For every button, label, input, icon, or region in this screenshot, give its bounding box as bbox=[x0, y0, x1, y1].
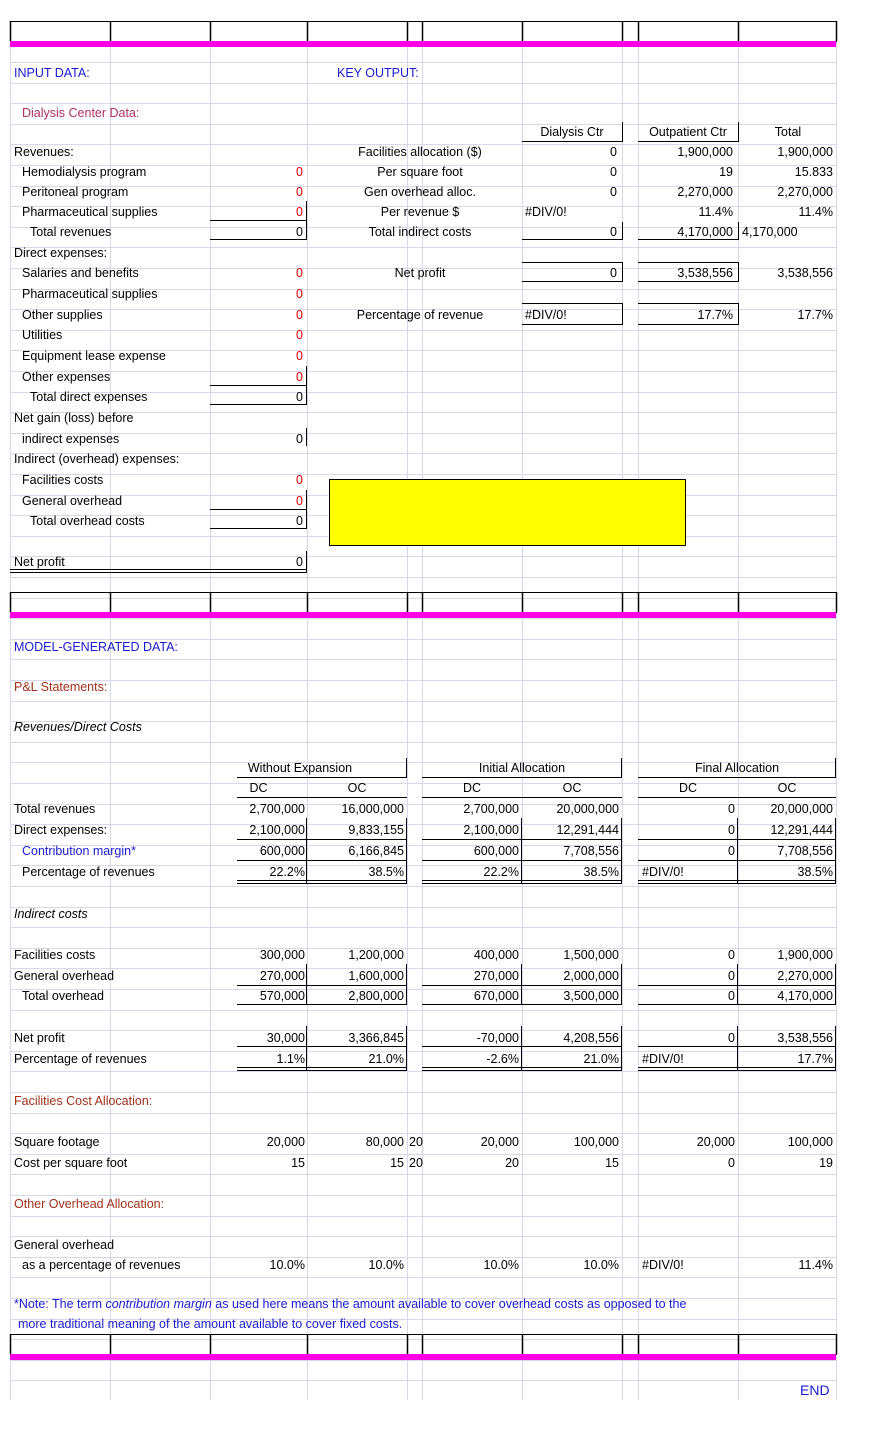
pl-value-cell: 38.5% bbox=[583, 865, 619, 879]
per-revenue-label: Per revenue $ bbox=[380, 205, 460, 219]
pl-value-cell: 1,500,000 bbox=[563, 948, 619, 962]
key-oc-value: 3,538,556 bbox=[677, 266, 733, 280]
cell-border bbox=[306, 964, 307, 1005]
pharm-rev-label: Pharmaceutical supplies bbox=[22, 205, 158, 219]
double-underline bbox=[237, 1067, 406, 1068]
pl-value-cell: 1,600,000 bbox=[348, 969, 404, 983]
cell-border bbox=[406, 964, 407, 1005]
pl-value-cell: 0 bbox=[728, 844, 735, 858]
cell-border bbox=[835, 1026, 836, 1071]
pl-value-cell: 0 bbox=[728, 823, 735, 837]
pl-value-cell: 0 bbox=[728, 969, 735, 983]
underline bbox=[237, 860, 406, 861]
cell-border bbox=[737, 964, 738, 1005]
model-data-heading: MODEL-GENERATED DATA: bbox=[14, 640, 178, 654]
pl-total-revenues-label: Total revenues bbox=[14, 802, 96, 816]
end-marker: END bbox=[800, 1382, 830, 1398]
pl-value-cell: 15 bbox=[390, 1156, 404, 1170]
cost-per-sqft-side-value: 20 bbox=[409, 1156, 423, 1170]
pl-value-cell: 600,000 bbox=[473, 844, 519, 858]
pl-value-cell: 7,708,556 bbox=[777, 844, 833, 858]
direct-expenses-label: Direct expenses: bbox=[14, 246, 108, 260]
total-revenues-label: Total revenues bbox=[30, 225, 112, 239]
col-header-dialysis: Dialysis Ctr bbox=[540, 125, 604, 139]
per-square-foot-label: Per square foot bbox=[377, 165, 463, 179]
cell-border bbox=[306, 490, 307, 529]
pl-value-cell: 19 bbox=[819, 1156, 833, 1170]
cell-border bbox=[835, 964, 836, 1005]
cell-border bbox=[406, 758, 407, 778]
cell-border bbox=[306, 551, 307, 573]
pl-value-cell: 2,000,000 bbox=[563, 969, 619, 983]
other-supplies-label: Other supplies bbox=[22, 308, 103, 322]
underline bbox=[210, 509, 307, 510]
pl-value-cell: 0 bbox=[728, 948, 735, 962]
note-line-1 bbox=[14, 1297, 686, 1311]
section-separator-top bbox=[10, 41, 836, 47]
col-header-oc: OC bbox=[777, 781, 797, 795]
cost-per-square-foot-label: Cost per square foot bbox=[14, 1156, 128, 1170]
pl-value-cell: 17.7% bbox=[797, 1052, 833, 1066]
key-total-value: 3,538,556 bbox=[777, 266, 833, 280]
pl-value-cell: 9,833,155 bbox=[348, 823, 404, 837]
header-underline bbox=[237, 777, 407, 778]
key-oc-value: 11.4% bbox=[698, 205, 733, 219]
pl-value-cell: 2,100,000 bbox=[463, 823, 519, 837]
input-data-heading: INPUT DATA: bbox=[14, 66, 90, 80]
pl-value-cell: 2,700,000 bbox=[463, 802, 519, 816]
header-row-border bbox=[11, 22, 837, 42]
pl-value-cell: 22.2% bbox=[483, 865, 519, 879]
pl-value-cell: 4,170,000 bbox=[777, 989, 833, 1003]
key-oc-value: 4,170,000 bbox=[677, 225, 733, 239]
cell-border bbox=[738, 122, 739, 142]
col-header-oc: OC bbox=[347, 781, 367, 795]
header-underline bbox=[422, 797, 622, 798]
general-overhead-pct-label: as a percentage of revenues bbox=[22, 1258, 181, 1272]
input-cell[interactable]: 0 bbox=[296, 185, 303, 199]
cell-border bbox=[306, 201, 307, 240]
note-line-2: more traditional meaning of the amount available to cover fixed costs. bbox=[18, 1317, 403, 1331]
col-header-dc: DC bbox=[678, 781, 698, 795]
underline bbox=[638, 262, 738, 263]
key-oc-value: 2,270,000 bbox=[677, 185, 733, 199]
key-total-value: 11.4% bbox=[798, 205, 833, 219]
facilities-cost-allocation-heading: Facilities Cost Allocation: bbox=[14, 1094, 153, 1108]
cell-border bbox=[306, 818, 307, 884]
note-text: *Note: The term bbox=[14, 1297, 106, 1311]
key-dc-value: 0 bbox=[610, 185, 617, 199]
cell-border bbox=[306, 428, 307, 446]
underline bbox=[237, 1004, 406, 1005]
pl-percentage-label: Percentage of revenues bbox=[22, 865, 155, 879]
input-cell[interactable]: 0 bbox=[296, 494, 303, 508]
double-underline bbox=[10, 569, 307, 570]
pl-value-cell: 4,208,556 bbox=[563, 1031, 619, 1045]
cell-border bbox=[622, 303, 623, 325]
dialysis-center-heading: Dialysis Center Data: bbox=[22, 106, 140, 120]
header-underline bbox=[422, 777, 622, 778]
pl-direct-expenses-label: Direct expenses: bbox=[14, 823, 108, 837]
pl-value-cell: 600,000 bbox=[259, 844, 305, 858]
pl-value-cell: #DIV/0! bbox=[642, 1052, 684, 1066]
underline bbox=[638, 239, 738, 240]
indirect-expenses-label: Indirect (overhead) expenses: bbox=[14, 452, 180, 466]
cell-border bbox=[738, 262, 739, 282]
cell-border bbox=[306, 366, 307, 405]
input-cell[interactable]: 0 bbox=[296, 266, 303, 280]
pl-value-cell: 10.0% bbox=[583, 1258, 619, 1272]
header-underline bbox=[638, 797, 836, 798]
key-total-value: 15.833 bbox=[794, 165, 833, 179]
cell-border bbox=[622, 122, 623, 142]
pl-net-profit-label: Net profit bbox=[14, 1031, 65, 1045]
pl-value-cell: 100,000 bbox=[787, 1135, 833, 1149]
net-profit-label: Net profit bbox=[14, 555, 65, 569]
underline bbox=[210, 385, 307, 386]
revenues-direct-costs-heading: Revenues/Direct Costs bbox=[14, 720, 142, 734]
general-overhead-label-2: General overhead bbox=[14, 1238, 115, 1252]
total-indirect-label: Total indirect costs bbox=[368, 225, 472, 239]
pl-value-cell: 100,000 bbox=[573, 1135, 619, 1149]
highlight-box bbox=[329, 479, 686, 546]
revenues-label: Revenues: bbox=[14, 145, 74, 159]
underline bbox=[522, 239, 622, 240]
key-total-value: 1,900,000 bbox=[777, 145, 833, 159]
pl-value-cell: 3,500,000 bbox=[563, 989, 619, 1003]
input-cell[interactable]: 0 bbox=[296, 473, 303, 487]
note-emphasis: contribution margin bbox=[105, 1297, 212, 1311]
header-row-border bbox=[11, 593, 837, 613]
underline bbox=[210, 528, 307, 529]
key-dc-value: 0 bbox=[610, 165, 617, 179]
pl-value-cell: 400,000 bbox=[473, 948, 519, 962]
key-dc-value: #DIV/0! bbox=[525, 308, 567, 322]
pl-value-cell: 1.1% bbox=[276, 1052, 305, 1066]
key-total-value: 4,170,000 bbox=[742, 225, 798, 239]
pl-value-cell: 30,000 bbox=[266, 1031, 305, 1045]
cell-border bbox=[737, 1026, 738, 1071]
double-underline bbox=[10, 572, 307, 573]
underline bbox=[638, 303, 738, 304]
computed-cell: 0 bbox=[296, 555, 303, 569]
input-cell[interactable]: 0 bbox=[296, 370, 303, 384]
underline bbox=[522, 262, 622, 263]
pl-value-cell: 20,000,000 bbox=[770, 802, 833, 816]
group-initial-allocation: Initial Allocation bbox=[478, 761, 566, 775]
input-cell[interactable]: 0 bbox=[296, 205, 303, 219]
input-cell[interactable]: 0 bbox=[296, 308, 303, 322]
group-without-expansion: Without Expansion bbox=[247, 761, 353, 775]
pl-value-cell: 10.0% bbox=[269, 1258, 305, 1272]
pl-value-cell: 270,000 bbox=[259, 969, 305, 983]
cell-border bbox=[737, 818, 738, 884]
cell-border bbox=[622, 222, 623, 240]
pl-value-cell: -70,000 bbox=[476, 1031, 519, 1045]
computed-cell: 0 bbox=[296, 225, 303, 239]
pl-value-cell: 0 bbox=[728, 1031, 735, 1045]
underline bbox=[638, 141, 738, 142]
note-text: as used here means the amount available to cover overhead costs as opposed to the bbox=[211, 1297, 687, 1311]
cell-border bbox=[738, 222, 739, 240]
double-underline bbox=[237, 883, 406, 884]
square-footage-side-value: 20 bbox=[409, 1135, 423, 1149]
general-overhead-label: General overhead bbox=[22, 494, 123, 508]
pl-value-cell: 7,708,556 bbox=[563, 844, 619, 858]
underline bbox=[522, 281, 622, 282]
cell-border bbox=[835, 818, 836, 884]
input-cell[interactable]: 0 bbox=[296, 349, 303, 363]
pl-value-cell: 2,270,000 bbox=[777, 969, 833, 983]
key-total-value: 17.7% bbox=[797, 308, 833, 322]
cell-border bbox=[621, 1026, 622, 1071]
peritoneal-label: Peritoneal program bbox=[22, 185, 129, 199]
col-header-dc: DC bbox=[462, 781, 482, 795]
key-oc-value: 1,900,000 bbox=[677, 145, 733, 159]
key-total-value: 2,270,000 bbox=[777, 185, 833, 199]
pl-percentage2-label: Percentage of revenues bbox=[14, 1052, 147, 1066]
pl-contribution-margin-label: Contribution margin* bbox=[22, 844, 136, 858]
cell-border bbox=[406, 1026, 407, 1071]
cell-border bbox=[521, 1026, 522, 1071]
computed-cell: 0 bbox=[296, 514, 303, 528]
underline bbox=[210, 404, 307, 405]
key-oc-value: 19 bbox=[719, 165, 733, 179]
col-header-total: Total bbox=[774, 125, 802, 139]
cell-border bbox=[621, 964, 622, 1005]
underline bbox=[210, 220, 307, 221]
pharm-exp-label: Pharmaceutical supplies bbox=[22, 287, 158, 301]
header-row-border bbox=[11, 1335, 837, 1355]
cell-border bbox=[738, 303, 739, 325]
pl-general-overhead-label: General overhead bbox=[14, 969, 115, 983]
pl-value-cell: 1,900,000 bbox=[777, 948, 833, 962]
underline bbox=[237, 839, 406, 840]
other-overhead-allocation-heading: Other Overhead Allocation: bbox=[14, 1197, 165, 1211]
pl-value-cell: 10.0% bbox=[483, 1258, 519, 1272]
computed-cell: 0 bbox=[296, 390, 303, 404]
input-cell[interactable]: 0 bbox=[296, 165, 303, 179]
pl-value-cell: 10.0% bbox=[368, 1258, 404, 1272]
facilities-allocation-label: Facilities allocation ($) bbox=[358, 145, 482, 159]
group-final-allocation: Final Allocation bbox=[694, 761, 780, 775]
pl-facilities-label: Facilities costs bbox=[14, 948, 96, 962]
pl-value-cell: 22.2% bbox=[269, 865, 305, 879]
pl-value-cell: 11.4% bbox=[798, 1258, 833, 1272]
total-direct-label: Total direct expenses bbox=[30, 390, 148, 404]
pl-value-cell: 3,366,845 bbox=[348, 1031, 404, 1045]
col-header-oc: OC bbox=[562, 781, 582, 795]
underline bbox=[522, 324, 622, 325]
hemodialysis-label: Hemodialysis program bbox=[22, 165, 147, 179]
key-output-heading: KEY OUTPUT: bbox=[337, 66, 419, 80]
pl-value-cell: 270,000 bbox=[473, 969, 519, 983]
pl-value-cell: 3,538,556 bbox=[777, 1031, 833, 1045]
pl-value-cell: 21.0% bbox=[368, 1052, 404, 1066]
input-cell[interactable]: 0 bbox=[296, 328, 303, 342]
facilities-costs-label: Facilities costs bbox=[22, 473, 104, 487]
pl-value-cell: 1,200,000 bbox=[348, 948, 404, 962]
header-underline bbox=[237, 797, 407, 798]
pl-value-cell: 20,000 bbox=[480, 1135, 519, 1149]
key-dc-value: 0 bbox=[610, 145, 617, 159]
double-underline bbox=[237, 1070, 406, 1071]
cell-border bbox=[521, 964, 522, 1005]
pl-value-cell: 2,100,000 bbox=[249, 823, 305, 837]
pl-value-cell: 20,000 bbox=[266, 1135, 305, 1149]
cell-border bbox=[622, 262, 623, 282]
key-oc-value: 17.7% bbox=[697, 308, 733, 322]
pl-value-cell: #DIV/0! bbox=[642, 865, 684, 879]
pl-value-cell: 20 bbox=[505, 1156, 519, 1170]
pl-value-cell: 0 bbox=[728, 989, 735, 1003]
pl-value-cell: -2.6% bbox=[486, 1052, 519, 1066]
pl-value-cell: 12,291,444 bbox=[770, 823, 833, 837]
underline bbox=[237, 985, 406, 986]
pl-value-cell: 38.5% bbox=[797, 865, 833, 879]
other-expenses-label: Other expenses bbox=[22, 370, 111, 384]
pl-value-cell: 20,000 bbox=[696, 1135, 735, 1149]
cell-border bbox=[621, 758, 622, 778]
net-gain-label-1: Net gain (loss) before bbox=[14, 411, 134, 425]
section-separator-middle bbox=[10, 612, 836, 618]
col-header-outpatient: Outpatient Ctr bbox=[649, 125, 727, 139]
underline bbox=[210, 239, 307, 240]
pl-value-cell: 12,291,444 bbox=[556, 823, 619, 837]
underline bbox=[237, 1046, 406, 1047]
underline bbox=[638, 324, 738, 325]
pl-value-cell: 0 bbox=[728, 802, 735, 816]
pl-value-cell: 80,000 bbox=[365, 1135, 404, 1149]
key-dc-value: #DIV/0! bbox=[525, 205, 567, 219]
pl-total-overhead-label: Total overhead bbox=[22, 989, 105, 1003]
cell-border bbox=[521, 818, 522, 884]
underline bbox=[522, 141, 622, 142]
pl-value-cell: 0 bbox=[728, 1156, 735, 1170]
total-overhead-label: Total overhead costs bbox=[30, 514, 145, 528]
cell-border bbox=[621, 818, 622, 884]
pl-value-cell: 15 bbox=[291, 1156, 305, 1170]
cell-border bbox=[306, 1026, 307, 1071]
net-profit-key-label: Net profit bbox=[394, 266, 446, 280]
pl-value-cell: 2,800,000 bbox=[348, 989, 404, 1003]
pl-statements-heading: P&L Statements: bbox=[14, 680, 108, 694]
pl-value-cell: 300,000 bbox=[259, 948, 305, 962]
key-dc-value: 0 bbox=[610, 225, 617, 239]
pl-value-cell: 38.5% bbox=[368, 865, 404, 879]
header-underline bbox=[638, 777, 836, 778]
cell-border bbox=[406, 818, 407, 884]
cell-border bbox=[835, 758, 836, 778]
indirect-costs-heading: Indirect costs bbox=[14, 907, 88, 921]
salaries-label: Salaries and benefits bbox=[22, 266, 139, 280]
pl-value-cell: #DIV/0! bbox=[642, 1258, 684, 1272]
underline bbox=[522, 303, 622, 304]
col-header-dc: DC bbox=[249, 781, 268, 795]
percentage-of-revenue-label: Percentage of revenue bbox=[356, 308, 484, 322]
net-gain-label-2: indirect expenses bbox=[22, 432, 120, 446]
double-underline bbox=[237, 880, 406, 881]
pl-value-cell: 21.0% bbox=[583, 1052, 619, 1066]
equipment-lease-label: Equipment lease expense bbox=[22, 349, 166, 363]
underline bbox=[638, 281, 738, 282]
pl-value-cell: 2,700,000 bbox=[249, 802, 305, 816]
pl-value-cell: 670,000 bbox=[473, 989, 519, 1003]
key-dc-value: 0 bbox=[610, 266, 617, 280]
section-separator-bottom bbox=[10, 1354, 836, 1360]
square-footage-label: Square footage bbox=[14, 1135, 100, 1149]
utilities-label: Utilities bbox=[22, 328, 63, 342]
pl-value-cell: 15 bbox=[605, 1156, 619, 1170]
pl-value-cell: 6,166,845 bbox=[348, 844, 404, 858]
pl-value-cell: 16,000,000 bbox=[341, 802, 404, 816]
input-cell[interactable]: 0 bbox=[296, 287, 303, 301]
gen-overhead-alloc-label: Gen overhead alloc. bbox=[364, 185, 476, 199]
pl-value-cell: 20,000,000 bbox=[556, 802, 619, 816]
pl-value-cell: 570,000 bbox=[259, 989, 305, 1003]
computed-cell: 0 bbox=[296, 432, 303, 446]
